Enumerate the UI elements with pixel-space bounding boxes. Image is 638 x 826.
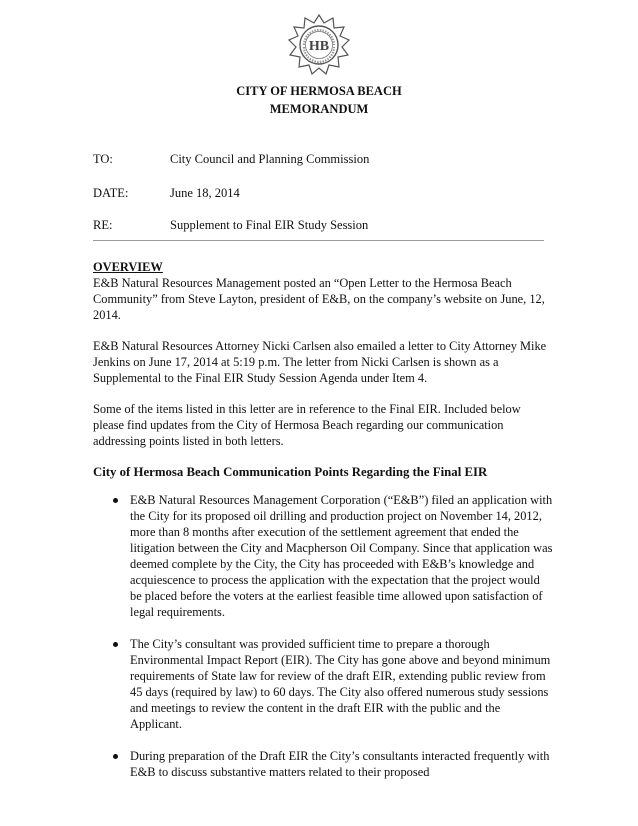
date-label: DATE: (93, 186, 129, 200)
date-value: June 18, 2014 (170, 186, 240, 200)
city-title: CITY OF HERMOSA BEACH (236, 84, 402, 98)
overview-heading: OVERVIEW (93, 260, 163, 274)
to-label: TO: (93, 152, 113, 166)
overview-paragraph-3: Some of the items listed in this letter are in reference to the Final EIR. Included below please find updates from the City of Hermosa Beach regarding our communication addressing points listed in both letters. (93, 402, 521, 448)
bullet-icon (113, 498, 118, 503)
re-label: RE: (93, 218, 113, 232)
city-seal-logo (288, 14, 350, 76)
list-item (93, 636, 553, 732)
list-item-text: During preparation of the Draft EIR the City’s consultants interacted frequently with E&B to discuss substantive matters related to their proposed (130, 749, 550, 779)
re-value: Supplement to Final EIR Study Session (170, 218, 369, 232)
list-item (93, 492, 553, 620)
memo-title: MEMORANDUM (269, 102, 369, 116)
list-item-text: E&B Natural Resources Management Corporation (“E&B”) filed an application with the City for its proposed oil drilling and production project on November 14, 2012, more than 8 months after execution of the settlement agreement that ended the litigation between the City and Macpherson Oil Company. Since that application was deemed complete by the City, the City has proceeded with E&B’s knowledge and acquiescence to process the application with the expectation that the project would be placed before the voters at the earliest feasible time allowed upon satisfaction of legal requirements. (130, 493, 553, 619)
header-divider (93, 240, 544, 241)
memo-date-row (93, 186, 240, 201)
overview-paragraph-2: E&B Natural Resources Attorney Nicki Carlsen also emailed a letter to City Attorney Mike Jenkins on June 17, 2014 at 5:19 p.m. The letter from Nicki Carlsen is shown as a Supplemental to the Final EIR Study Session Agenda under Item 4. (93, 339, 547, 385)
memo-to-row (93, 152, 369, 167)
list-item (93, 748, 553, 780)
communication-points-list (93, 492, 553, 780)
overview-paragraph-1: E&B Natural Resources Management posted an “Open Letter to the Hermosa Beach Community” from Steve Layton, president of E&B, on the company’s website on June, 12, 2014. (93, 276, 545, 322)
bullet-icon (113, 642, 118, 647)
to-value: City Council and Planning Commission (170, 152, 370, 166)
memo-re-row (93, 218, 368, 233)
memo-body (93, 259, 553, 796)
list-item-text: The City’s consultant was provided sufficient time to prepare a thorough Environmental Impact Report (EIR). The City has gone above and beyond minimum requirements of State law for review of the draft EIR, extending public review from 45 days (required by law) to 60 days. The City also offered numerous study sessions and meetings to review the content in the draft EIR with the public and the Applicant. (130, 637, 551, 731)
section-heading: City of Hermosa Beach Communication Points Regarding the Final EIR (93, 465, 488, 479)
seal-monogram: HB (308, 39, 330, 54)
bullet-icon (113, 754, 118, 759)
